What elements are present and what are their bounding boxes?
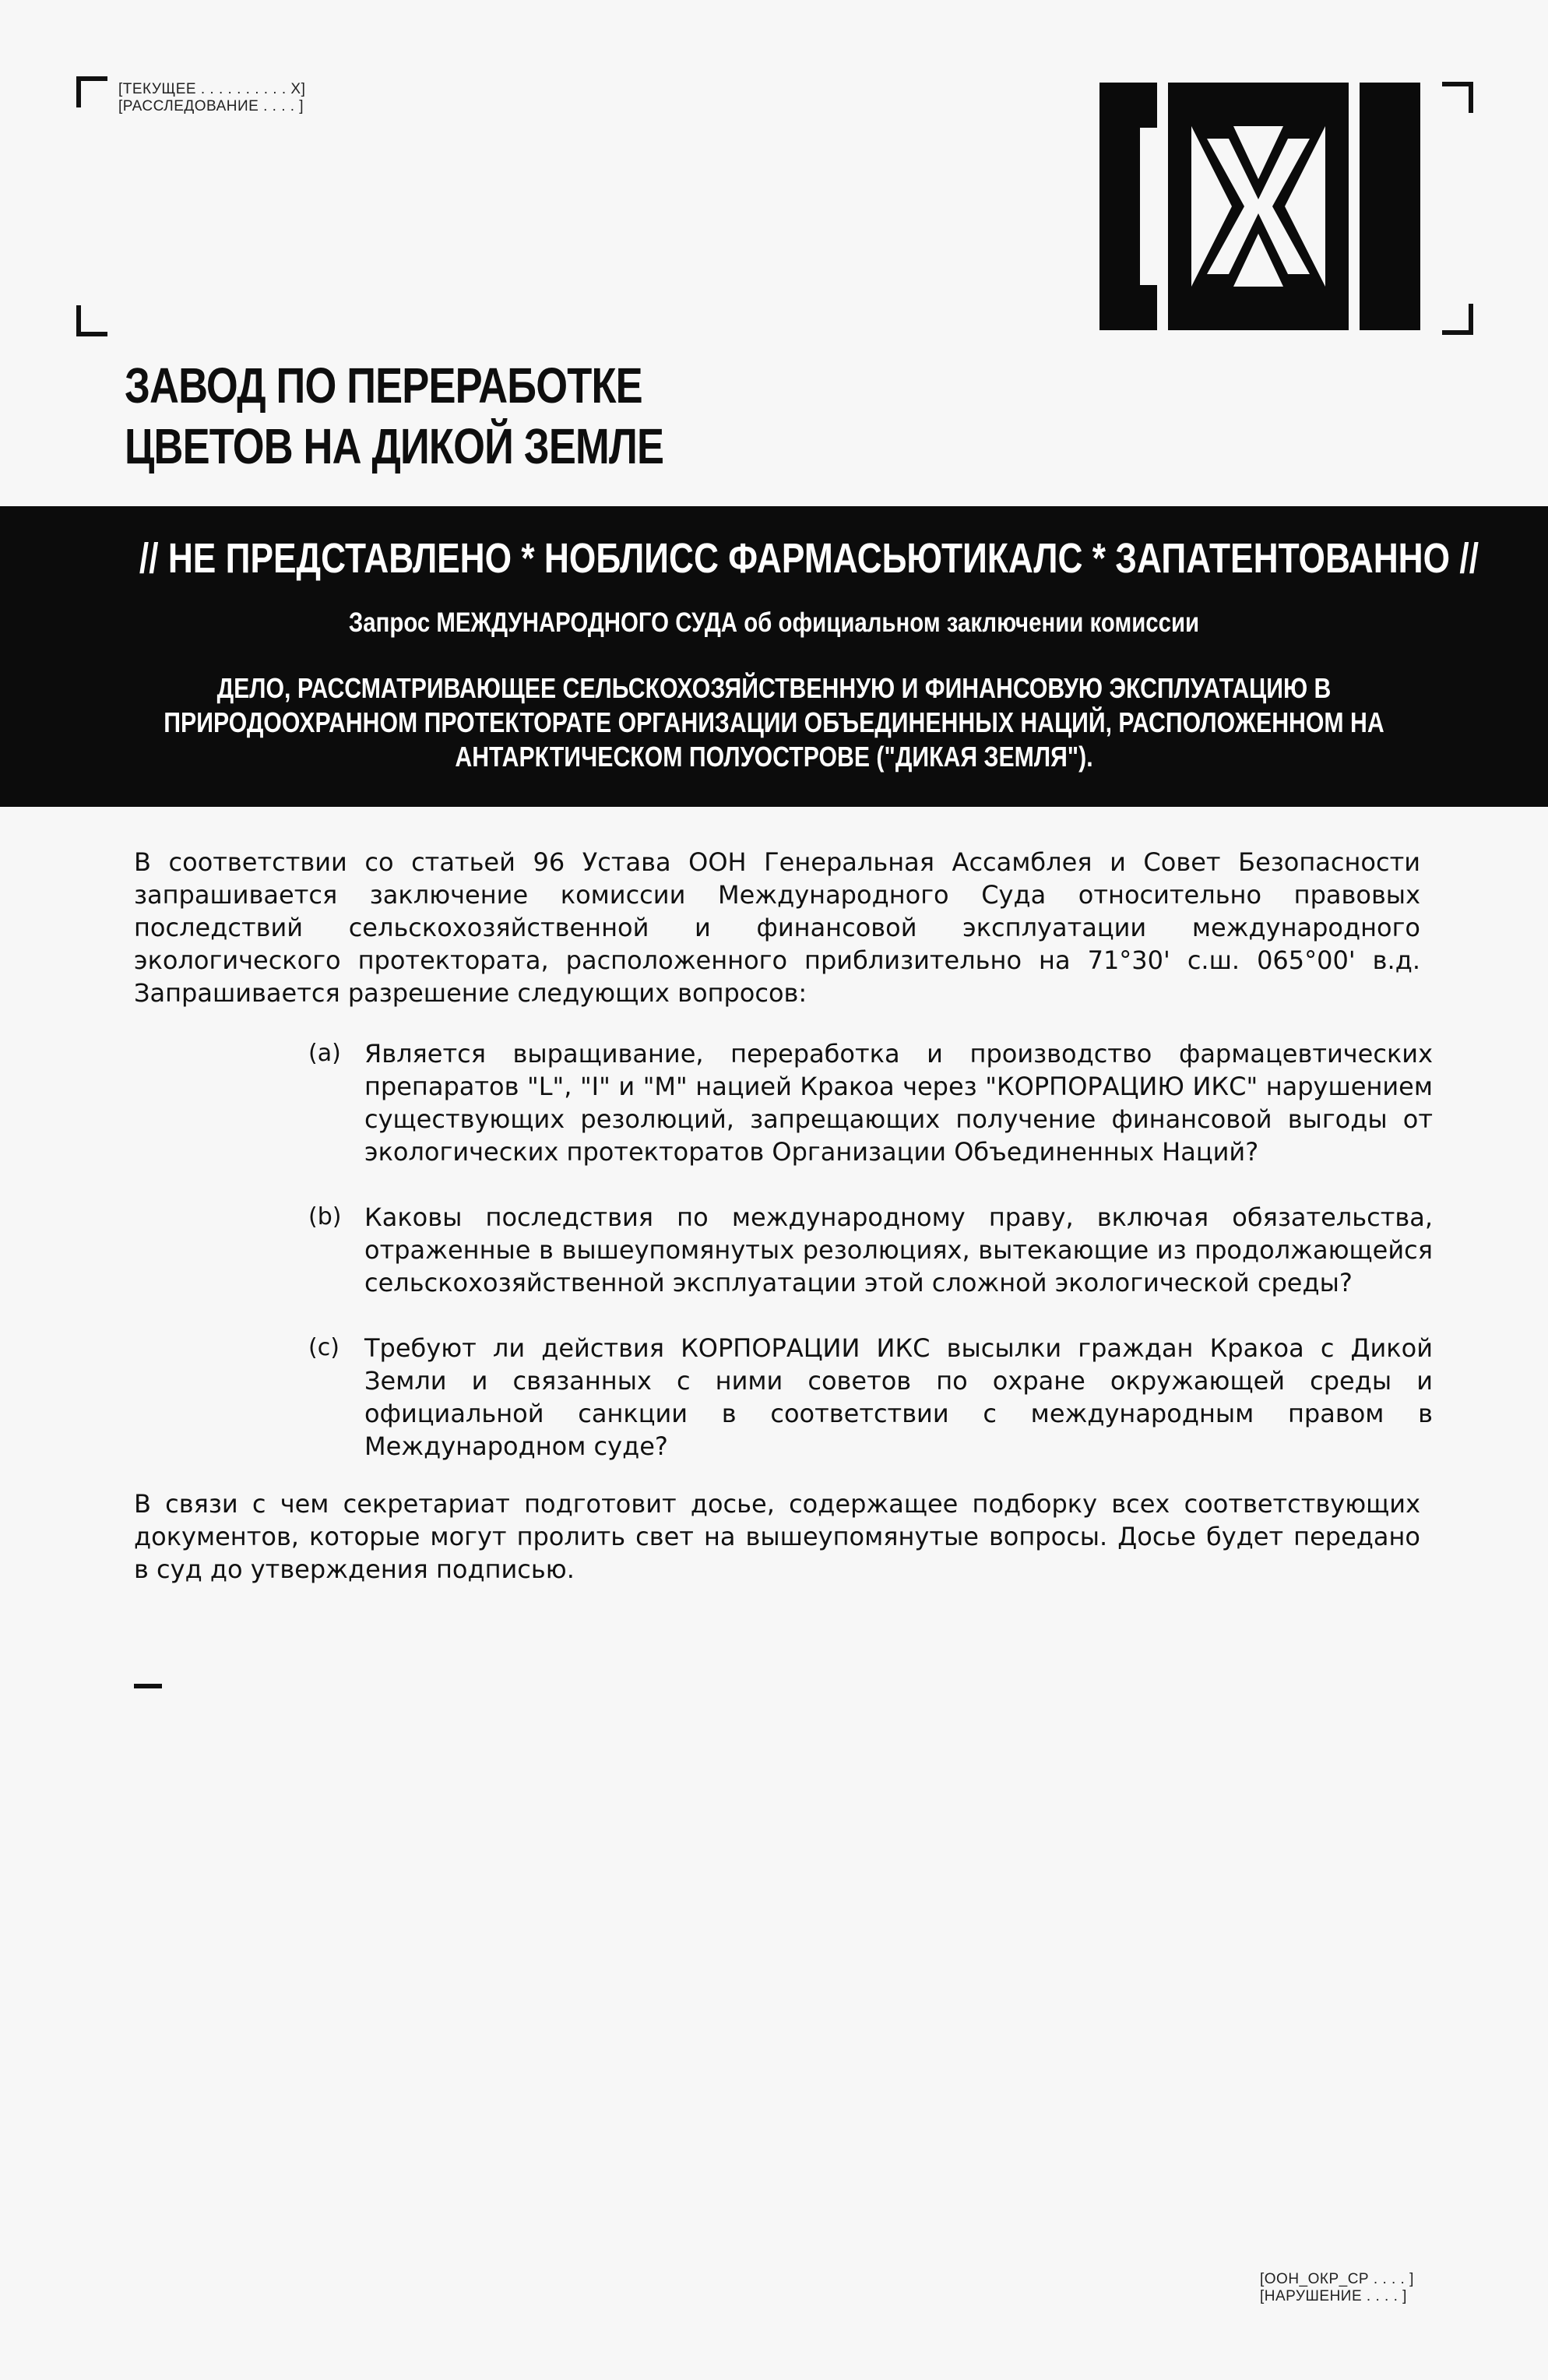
meta-investigation: [РАССЛЕДОВАНИЕ . . . . ] [118,98,304,114]
question-text: Каковы последствия по международному праву, включая обязательства, отраженные в вышеупомянутых резолюциях, вытекающие из продолжающейся сельскохозяйственной эксплуатации этой сложной экологической среды? [364,1202,1433,1297]
case-line-2: ПРИРОДООХРАННОМ ПРОТЕКТОРАТЕ ОРГАНИЗАЦИИ ОБЪЕДИНЕННЫХ НАЦИЙ, РАСПОЛОЖЕННОМ НА [164,706,1384,738]
closing-paragraph: В связи с чем секретариат подготовит досье, содержащее подборку всех соответствующих документов, которые могут пролить свет на вышеупомянутые вопросы. Досье будет передано в суд до утверждения подписью. [134,1489,1420,1584]
question-list [308,1037,1433,1495]
corner-bracket-bottom-left [76,305,107,336]
corner-bracket-top-left [76,76,107,107]
title-line-2: ЦВЕТОВ НА ДИКОЙ ЗЕМЛЕ [125,418,664,474]
title-line-1: ЗАВОД ПО ПЕРЕРАБОТКЕ [125,357,642,414]
header-meta [118,81,305,115]
page-title [125,355,663,477]
x-bracket-logo-icon [1099,83,1420,330]
question-letter: (b) [308,1203,342,1230]
corner-bracket-bottom-right [1442,304,1473,335]
intro-paragraph: В соответствии со статьей 96 Устава ООН Генеральная Ассамблея и Совет Безопасности запрашивается заключение комиссии Международного Суда относительно правовых последствий сельскохозяйственной и финансовой эксплуатации международного экологического протектората, расположенного приблизительно на 71°30' с.ш. 065°00' в.д. Запрашивается разрешение следующих вопросов: [134,847,1420,1008]
meta-un-code: [ООН_ОКР_СР . . . . ] [1260,2271,1414,2287]
question-letter: (a) [308,1040,341,1067]
question-text: Требуют ли действия КОРПОРАЦИИ ИКС высылки граждан Кракоа с Дикой Земли и связанных с ними советов по охране окружающей среды и официальной санкции в соответствии с международным правом в Международном суде? [364,1333,1433,1461]
classification-banner [0,506,1548,807]
banner-subtitle: Запрос МЕЖДУНАРОДНОГО СУДА об официальном заключении комиссии [348,607,1200,638]
banner-case-description [124,671,1424,774]
corner-bracket-top-right [1442,82,1473,113]
banner-headline: // НЕ ПРЕДСТАВЛЕНО * НОБЛИСС ФАРМАСЬЮТИКАЛС * ЗАПАТЕНТОВАННО // [139,535,1479,582]
case-line-1: ДЕЛО, РАССМАТРИВАЮЩЕЕ СЕЛЬСКОХОЗЯЙСТВЕННУЮ И ФИНАНСОВУЮ ЭКСПЛУАТАЦИЮ В [216,672,1332,704]
list-item [308,1037,1433,1168]
list-item [308,1332,1433,1463]
case-line-3: АНТАРКТИЧЕСКОМ ПОЛУОСТРОВЕ ("ДИКАЯ ЗЕМЛЯ"). [455,741,1093,773]
question-letter: (c) [308,1334,340,1361]
list-item [308,1201,1433,1299]
question-text: Является выращивание, переработка и производство фармацевтических препаратов "L", "I" и "M" нацией Кракоа через "КОРПОРАЦИЮ ИКС" нарушением существующих резолюций, запрещающих получение финансовой выгоды от экологических протекторатов Организации Объединенных Наций? [364,1039,1433,1167]
meta-violation: [НАРУШЕНИЕ . . . . ] [1260,2288,1407,2304]
meta-current: [ТЕКУЩЕЕ . . . . . . . . . . X] [118,81,306,97]
footer-meta [1260,2271,1414,2305]
divider [134,1684,162,1688]
